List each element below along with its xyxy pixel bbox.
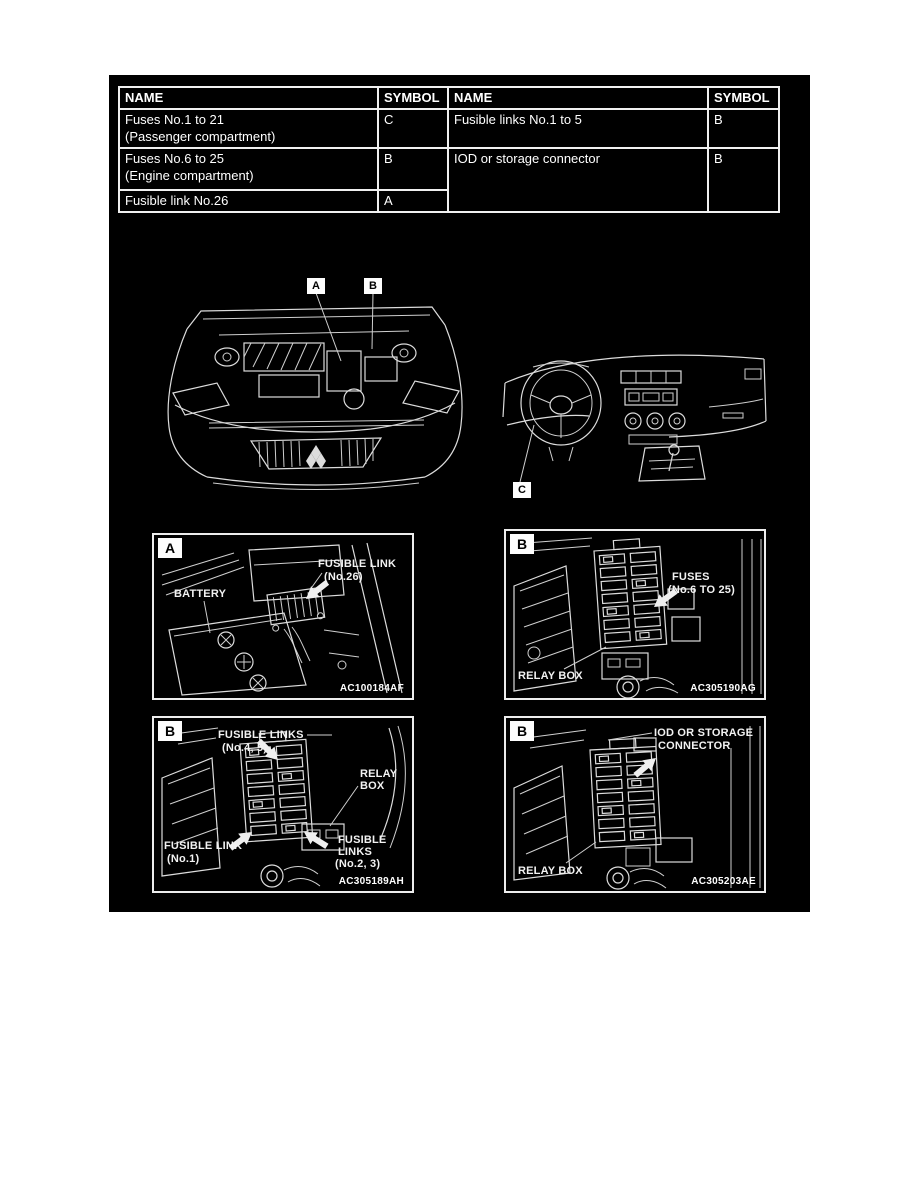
symbol-cell: B	[708, 109, 779, 148]
table-header-row	[119, 87, 779, 109]
relay-box-label: RELAY BOX	[518, 865, 583, 877]
fusible-link-26-label: FUSIBLE LINK	[318, 558, 397, 570]
name-cell	[119, 109, 378, 148]
fusible-links-23-sub: (No.2, 3)	[335, 858, 381, 870]
relay-box-label: RELAY BOX	[518, 670, 583, 682]
fusible-link-1-label: FUSIBLE LINK	[164, 840, 243, 852]
iod-label-line2: CONNECTOR	[658, 740, 731, 752]
manual-page-canvas	[109, 75, 810, 912]
engine-compartment-drawing	[168, 293, 462, 490]
fusible-link-26-sub: (No.26)	[324, 571, 363, 583]
overview-drawings	[109, 265, 810, 505]
fuse-location-table	[118, 86, 780, 213]
mitsubishi-logo	[306, 445, 326, 469]
table-row	[119, 148, 779, 190]
fuses-label: FUSES	[672, 571, 710, 583]
fusible-links-23-line1: FUSIBLE	[338, 834, 387, 846]
figure-code: AC305190AG	[690, 683, 756, 694]
panel-letter-b: B	[510, 721, 534, 741]
header-name-right: NAME	[448, 87, 708, 109]
detail-panel-a	[152, 533, 414, 700]
fusible-link-1-sub: (No.1)	[167, 853, 200, 865]
detail-panel-b-fusible-links	[152, 716, 414, 893]
name-cell: Fusible links No.1 to 5	[448, 109, 708, 148]
panel-letter-b: B	[158, 721, 182, 741]
fusible-links-23-line2: LINKS	[338, 846, 372, 858]
figure-code: AC100184AF	[339, 683, 404, 694]
header-symbol-left: SYMBOL	[378, 87, 448, 109]
header-symbol-right: SYMBOL	[708, 87, 779, 109]
symbol-cell: B	[378, 148, 448, 190]
name-cell: IOD or storage connector	[448, 148, 708, 212]
name-line2: (Passenger compartment)	[125, 129, 276, 145]
name-line1: Fuses No.1 to 21	[125, 111, 224, 127]
detail-panel-b-fuses	[504, 529, 766, 700]
fuses-sub: (No.6 TO 25)	[668, 584, 735, 596]
figure-code: AC305189AH	[338, 876, 404, 887]
callout-box-b: B	[364, 278, 382, 294]
table-row	[119, 109, 779, 148]
fusible-links-45-label: FUSIBLE LINKS	[218, 729, 304, 741]
symbol-cell: A	[378, 190, 448, 212]
detail-panel-b-iod	[504, 716, 766, 893]
callout-box-c: C	[513, 482, 531, 498]
figure-code: AC305203AE	[691, 876, 756, 887]
header-name-left: NAME	[119, 87, 378, 109]
iod-label-line1: IOD OR STORAGE	[654, 727, 754, 739]
relay-label-line2: BOX	[360, 780, 385, 792]
panel-letter-b: B	[510, 534, 534, 554]
symbol-cell: C	[378, 109, 448, 148]
name-line2: (Engine compartment)	[125, 168, 254, 184]
name-line1: Fuses No.6 to 25	[125, 150, 224, 166]
symbol-cell: B	[708, 148, 779, 212]
callout-box-a: A	[307, 278, 325, 294]
battery-label: BATTERY	[174, 588, 227, 600]
dashboard-drawing	[503, 355, 766, 482]
fusible-links-45-sub: (No.4, 5)	[222, 742, 268, 754]
panel-letter-a: A	[158, 538, 182, 558]
relay-label-line1: RELAY	[360, 768, 398, 780]
name-cell: Fusible link No.26	[119, 190, 378, 212]
name-cell	[119, 148, 378, 190]
